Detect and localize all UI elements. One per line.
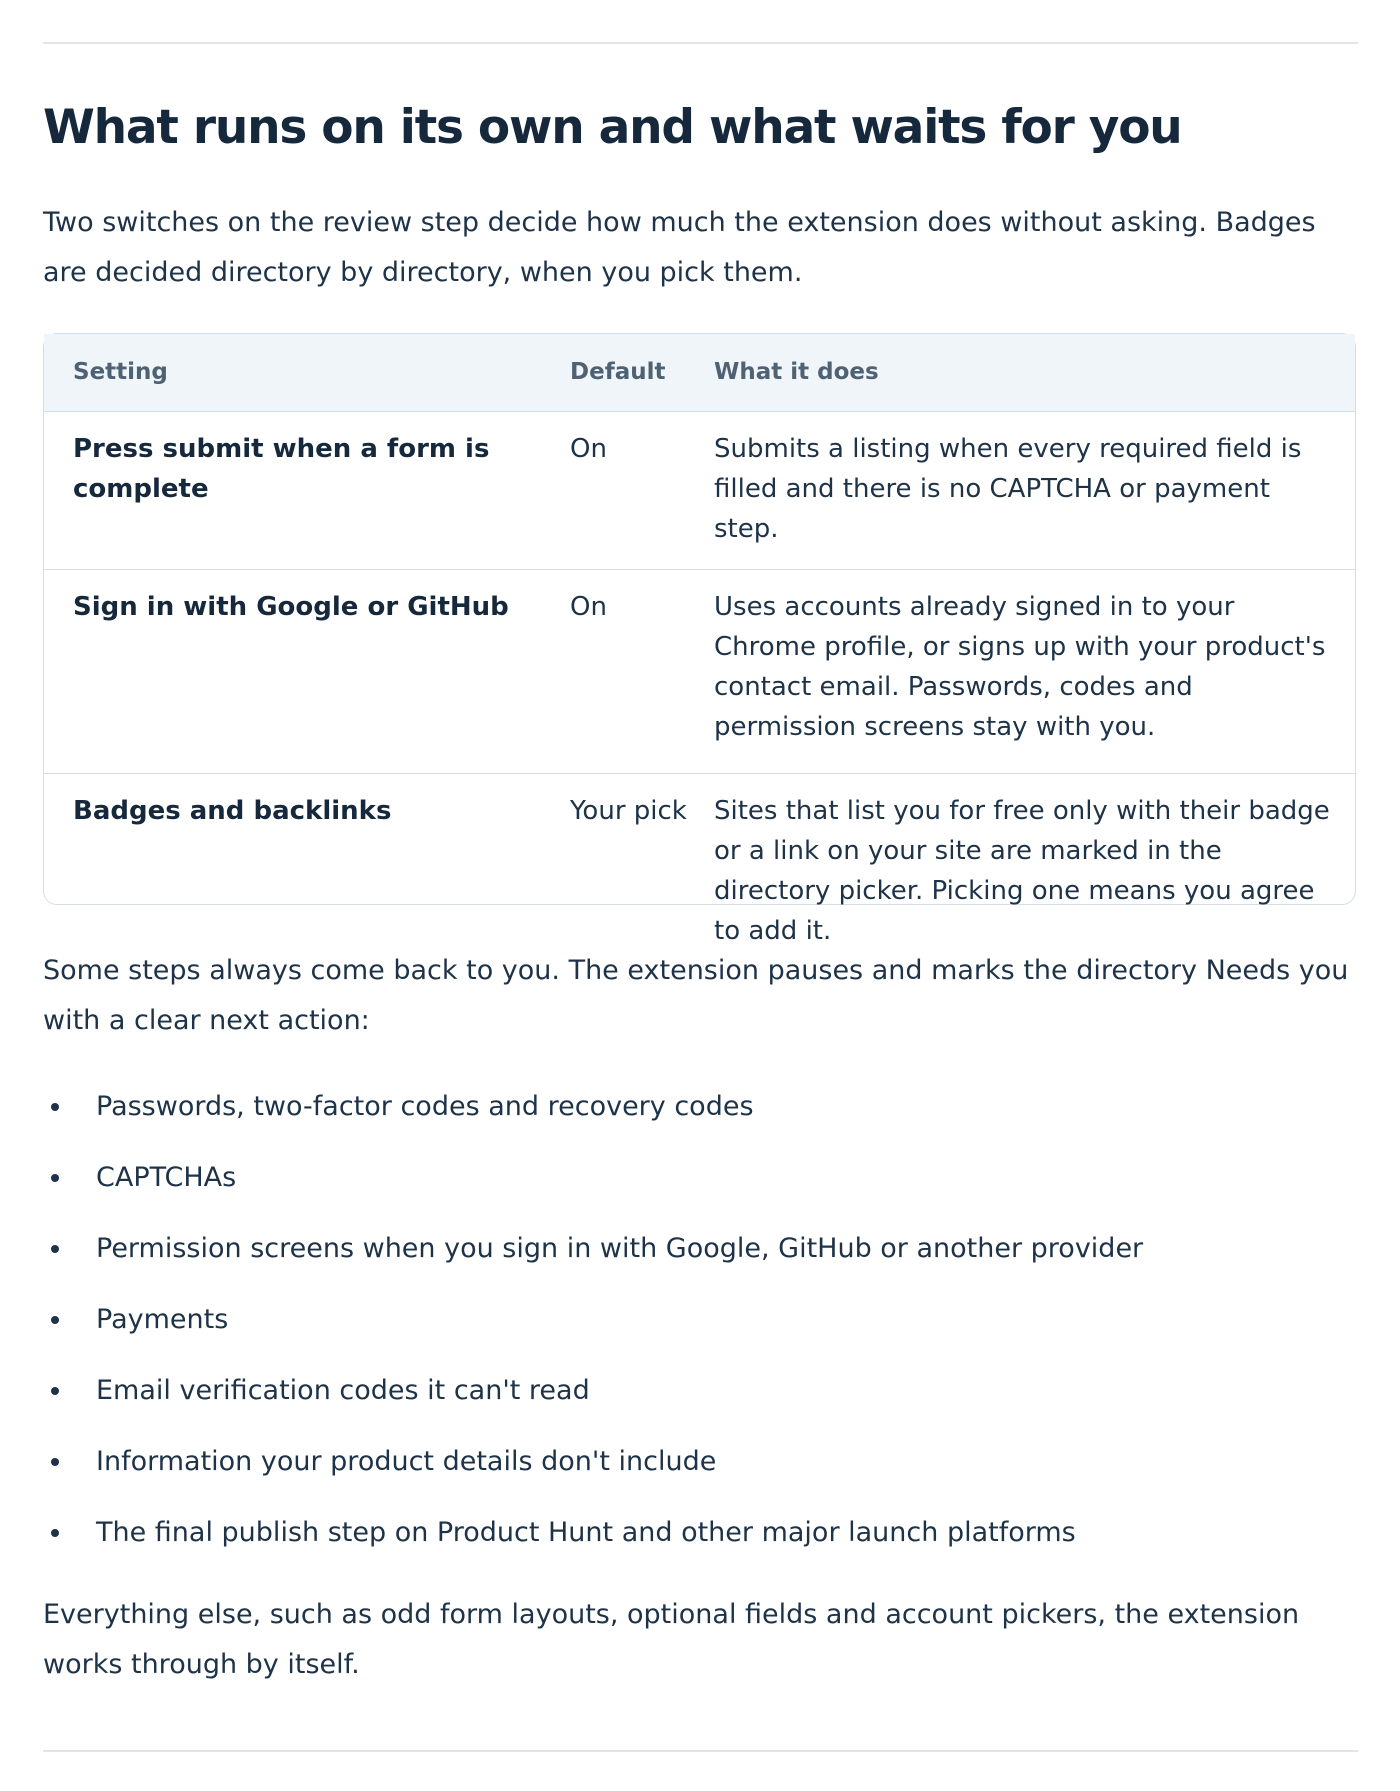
list-item-text: Passwords, two-factor codes and recovery codes (96, 1091, 754, 1122)
setting-name: Sign in with Google or GitHub (44, 569, 570, 773)
table-row (44, 411, 1355, 569)
table-row (44, 569, 1355, 773)
intro-paragraph: Two switches on the review step decide how much the extension does without asking. Badges are decided directory by directory, when you pick them. (43, 207, 1316, 288)
table-row (44, 773, 1355, 971)
list-item (43, 1426, 1143, 1497)
list-item (43, 1213, 1143, 1284)
list-item (43, 1284, 1143, 1355)
list-item (43, 1142, 1143, 1213)
bullet-icon (51, 1245, 59, 1253)
setting-description: Submits a listing when every required field is filled and there is no CAPTCHA or payment step. (714, 411, 1355, 569)
list-item (43, 1497, 1143, 1568)
bullet-icon (51, 1529, 59, 1537)
setting-name: Press submit when a form is complete (44, 411, 570, 569)
setting-default: On (570, 569, 714, 773)
top-divider (43, 42, 1358, 44)
settings-table (43, 333, 1356, 946)
bullet-icon (51, 1387, 59, 1395)
list-item (43, 1071, 1143, 1142)
header-setting: Setting (44, 334, 570, 411)
manual-steps-list (43, 1071, 1143, 1568)
bottom-divider (43, 1750, 1358, 1752)
outro-paragraph: Everything else, such as odd form layouts, optional fields and account pickers, the extension works through by itself. (43, 1599, 1300, 1680)
list-item (43, 1355, 1143, 1426)
setting-description: Uses accounts already signed in to your Chrome profile, or signs up with your product's contact email. Passwords, codes and permission screens stay with you. (714, 569, 1355, 773)
section-title: What runs on its own and what waits for you (43, 100, 1182, 155)
list-item-text: Information your product details don't include (96, 1446, 717, 1477)
table-header-row (44, 334, 1355, 411)
setting-default: On (570, 411, 714, 569)
bullet-icon (51, 1316, 59, 1324)
list-item-text: The final publish step on Product Hunt and other major launch platforms (96, 1517, 1076, 1548)
bullet-icon (51, 1174, 59, 1182)
setting-description: Sites that list you for free only with their badge or a link on your site are marked in the directory picker. Picking one means you agree to add it. (714, 795, 1330, 946)
header-default: Default (570, 334, 714, 411)
setting-default: Your pick (570, 795, 687, 826)
list-item-text: Permission screens when you sign in with Google, GitHub or another provider (96, 1233, 1144, 1264)
bullet-icon (51, 1458, 59, 1466)
list-item-text: Email verification codes it can't read (96, 1375, 590, 1406)
setting-name: Badges and backlinks (73, 795, 392, 826)
list-item-text: CAPTCHAs (96, 1162, 237, 1193)
list-item-text: Payments (96, 1304, 229, 1335)
header-what-it-does: What it does (714, 334, 1355, 411)
needs-you-paragraph: Some steps always come back to you. The extension pauses and marks the directory Needs you with a clear next action: (43, 955, 1349, 1036)
bullet-icon (51, 1103, 59, 1111)
